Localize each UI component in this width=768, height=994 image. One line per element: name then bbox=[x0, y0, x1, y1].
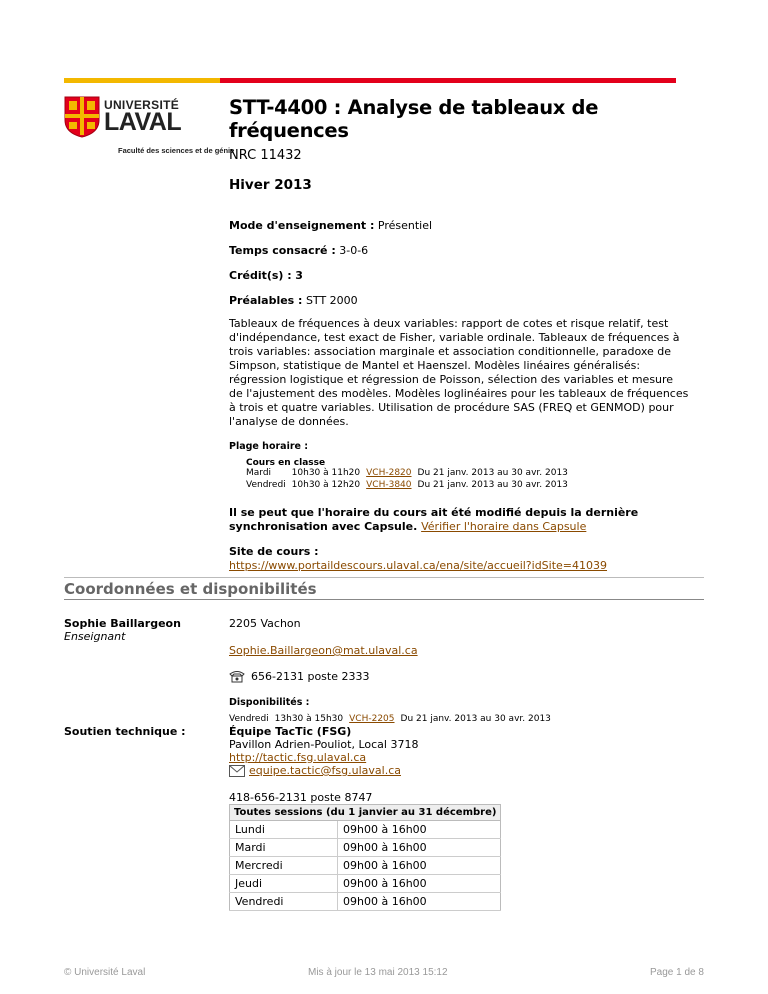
course-term: Hiver 2013 bbox=[229, 177, 312, 193]
schedule-day: Mardi bbox=[246, 468, 272, 478]
teaching-mode bbox=[229, 219, 689, 232]
teacher-details bbox=[229, 617, 557, 726]
section-title-contacts: Coordonnées et disponibilités bbox=[64, 577, 704, 600]
schedule-room-link[interactable]: VCH-2820 bbox=[366, 468, 412, 478]
schedule-label: Plage horaire : bbox=[229, 441, 309, 452]
hours-day: Mardi bbox=[230, 839, 338, 857]
availability-room-link[interactable]: VCH-2205 bbox=[349, 714, 395, 724]
hours-time: 09h00 à 16h00 bbox=[338, 893, 501, 911]
table-row bbox=[246, 468, 574, 480]
table-row bbox=[229, 714, 557, 726]
course-title: STT-4400 : Analyse de tableaux de fréquences bbox=[229, 96, 599, 142]
teacher-role: Enseignant bbox=[64, 630, 126, 643]
schedule-time: 10h30 à 12h20 bbox=[291, 479, 361, 490]
course-site-label: Site de cours : bbox=[229, 545, 319, 558]
support-hours-table bbox=[229, 804, 501, 911]
teacher-email-link[interactable]: Sophie.Baillargeon@mat.ulaval.ca bbox=[229, 644, 418, 657]
header-color-bar bbox=[64, 78, 676, 83]
availability-table bbox=[229, 714, 557, 726]
table-row bbox=[230, 893, 501, 911]
support-email bbox=[229, 764, 501, 777]
time-allotted bbox=[229, 244, 689, 257]
availability-day: Vendredi bbox=[229, 714, 269, 724]
schedule-table bbox=[246, 468, 574, 491]
teacher-identity bbox=[64, 617, 181, 643]
teacher-phone bbox=[229, 669, 557, 683]
hours-time: 09h00 à 16h00 bbox=[338, 839, 501, 857]
credits-value: 3 bbox=[295, 269, 303, 282]
footer-copyright: © Université Laval bbox=[64, 967, 146, 978]
hours-time: 09h00 à 16h00 bbox=[338, 875, 501, 893]
header-bar-red bbox=[220, 78, 676, 83]
time-allotted-value: 3-0-6 bbox=[339, 244, 369, 257]
course-nrc: NRC 11432 bbox=[229, 148, 302, 163]
logo-text-laval: LAVAL bbox=[104, 108, 182, 136]
table-row bbox=[246, 480, 574, 492]
teaching-mode-value: Présentiel bbox=[377, 219, 433, 232]
hours-day: Jeudi bbox=[230, 875, 338, 893]
support-url-link[interactable]: http://tactic.fsg.ulaval.ca bbox=[229, 751, 367, 764]
footer-updated: Mis à jour le 13 mai 2013 15:12 bbox=[308, 967, 448, 978]
table-row bbox=[230, 821, 501, 839]
phone-icon bbox=[229, 669, 245, 683]
support-email-link[interactable]: equipe.tactic@fsg.ulaval.ca bbox=[249, 764, 401, 777]
teacher-office: 2205 Vachon bbox=[229, 617, 301, 630]
support-team: Équipe TacTic (FSG) bbox=[229, 725, 352, 738]
schedule-room-link[interactable]: VCH-3840 bbox=[366, 479, 412, 490]
support-label: Soutien technique : bbox=[64, 725, 186, 738]
teacher-phone-number: 656-2131 poste 2333 bbox=[251, 669, 370, 683]
support-details bbox=[229, 725, 501, 911]
credits bbox=[229, 269, 689, 282]
availability-time: 13h30 à 15h30 bbox=[274, 714, 344, 724]
availability-label: Disponibilités : bbox=[229, 697, 310, 708]
teaching-mode-label: Mode d'enseignement : bbox=[229, 219, 375, 232]
hours-time: 09h00 à 16h00 bbox=[338, 821, 501, 839]
schedule-dates: Du 21 janv. 2013 au 30 avr. 2013 bbox=[417, 479, 568, 490]
course-header bbox=[229, 96, 689, 572]
logo-text-universite: UNIVERSITÉ bbox=[104, 98, 180, 112]
laval-shield-icon bbox=[64, 96, 100, 138]
universite-laval-logo bbox=[64, 96, 235, 156]
schedule-warning-text: Il se peut que l'horaire du cours ait été modifié depuis la dernière synchronisation avec Capsule. bbox=[229, 506, 639, 533]
table-row bbox=[230, 839, 501, 857]
prerequisites-value: STT 2000 bbox=[305, 294, 358, 307]
check-capsule-link[interactable]: Vérifier l'horaire dans Capsule bbox=[421, 520, 587, 533]
hours-day: Lundi bbox=[230, 821, 338, 839]
table-row bbox=[230, 875, 501, 893]
logo-faculty: Faculté des sciences et de génie bbox=[118, 146, 235, 155]
footer-page-number: Page 1 de 8 bbox=[650, 967, 704, 978]
table-row bbox=[230, 857, 501, 875]
course-site-link[interactable]: https://www.portaildescours.ulaval.ca/ena/site/accueil?idSite=41039 bbox=[229, 559, 608, 572]
teacher-name: Sophie Baillargeon bbox=[64, 617, 181, 630]
course-description: Tableaux de fréquences à deux variables: rapport de cotes et risque relatif, test d'indépendance, test exact de Fisher, variable ordinale. Tableaux de fréquences à trois variables: association marginale et association conditionnelle, paradoxe de Simpson, statistique de Mantel et Haenszel. Modèles linéaires généralisés: régression logistique et régression de Poisson, sélection des variables et mesure de l'ajustement des modèles. Modèles loglinéaires pour les tableaux de fréquences à trois et quatre variables. Utilisation de procédure SAS (FREQ et GENMOD) pour l'analyse de données. bbox=[229, 317, 689, 428]
schedule-block bbox=[246, 458, 689, 491]
prerequisites bbox=[229, 294, 689, 307]
schedule-time: 10h30 à 11h20 bbox=[291, 468, 361, 478]
header-bar-yellow bbox=[64, 78, 220, 83]
schedule-day: Vendredi bbox=[246, 479, 286, 490]
availability-dates: Du 21 janv. 2013 au 30 avr. 2013 bbox=[400, 714, 551, 724]
support-hours-header: Toutes sessions (du 1 janvier au 31 décembre) bbox=[230, 805, 501, 821]
support-address: Pavillon Adrien-Pouliot, Local 3718 bbox=[229, 738, 419, 751]
credits-label: Crédit(s) : bbox=[229, 269, 292, 282]
schedule-warning bbox=[229, 506, 689, 534]
time-allotted-label: Temps consacré : bbox=[229, 244, 336, 257]
envelope-icon bbox=[229, 765, 245, 777]
hours-day: Mercredi bbox=[230, 857, 338, 875]
hours-time: 09h00 à 16h00 bbox=[338, 857, 501, 875]
support-phone: 418-656-2131 poste 8747 bbox=[229, 791, 373, 804]
hours-day: Vendredi bbox=[230, 893, 338, 911]
schedule-subhead: Cours en classe bbox=[246, 458, 326, 468]
schedule-dates: Du 21 janv. 2013 au 30 avr. 2013 bbox=[417, 468, 568, 478]
prerequisites-label: Préalables : bbox=[229, 294, 303, 307]
